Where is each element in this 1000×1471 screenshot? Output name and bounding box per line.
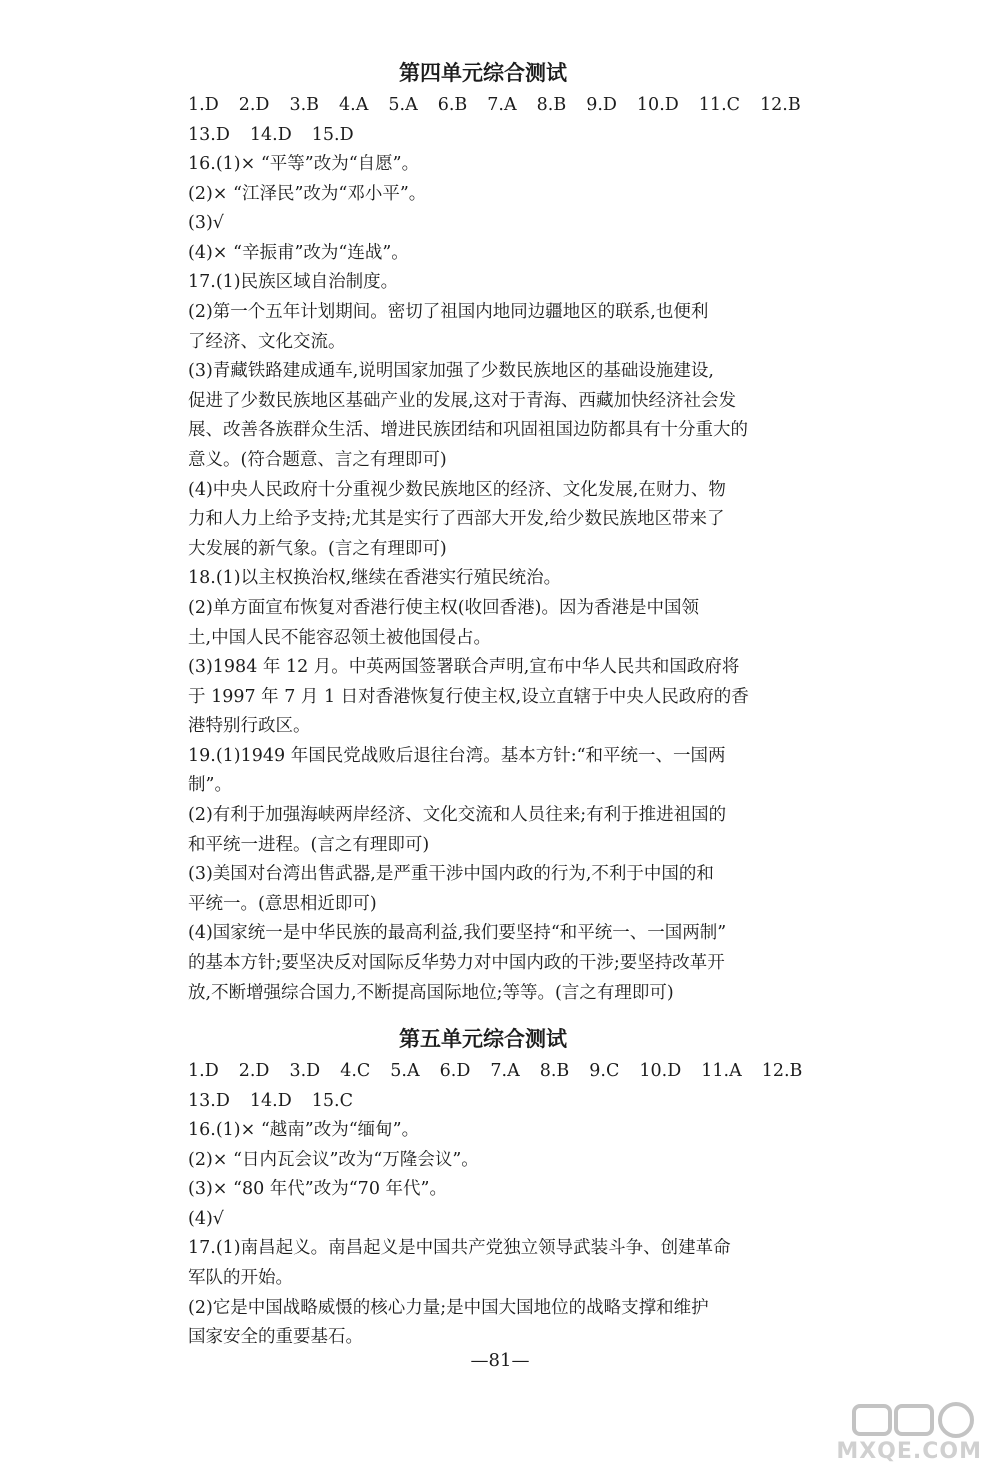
answer-line: 制”。	[188, 775, 232, 796]
answer-line: 平统一。(意思相近即可)	[188, 893, 377, 914]
answer-line: (2)× “日内瓦会议”改为“万隆会议”。	[188, 1149, 479, 1170]
answer-line: 展、改善各族群众生活、增进民族团结和巩固祖国边防都具有十分重大的	[188, 420, 748, 441]
mc-answer: 9.D	[586, 95, 617, 115]
unit5-mc-row1	[188, 1056, 803, 1086]
answer-line: 18.(1)以主权换治权,继续在香港实行殖民统治。	[188, 568, 562, 589]
unit5-section	[188, 1022, 803, 1353]
answer-line: 港特别行政区。	[188, 716, 311, 737]
answer-line: 放,不断增强综合国力,不断提高国际地位;等等。(言之有理即可)	[188, 982, 674, 1003]
unit4-mc-row1	[188, 90, 801, 120]
mc-answer: 10.D	[639, 1061, 682, 1081]
watermark-icon	[850, 1400, 980, 1440]
answer-line: (4)× “辛振甫”改为“连战”。	[188, 242, 409, 263]
mc-answer: 13.D	[188, 125, 230, 145]
answer-line: 力和人力上给予支持;尤其是实行了西部大开发,给少数民族地区带来了	[188, 509, 725, 530]
mc-answer: 12.B	[760, 95, 801, 115]
answer-line: 16.(1)× “越南”改为“缅甸”。	[188, 1120, 420, 1140]
mc-answer: 3.B	[289, 95, 320, 115]
answer-line: 和平统一进程。(言之有理即可)	[188, 834, 430, 855]
unit5-answers	[188, 1116, 778, 1353]
unit4-answers	[188, 150, 778, 1008]
mc-answer: 11.A	[701, 1061, 742, 1081]
mc-answer: 2.D	[238, 95, 270, 115]
answer-line: 意义。(符合题意、言之有理即可)	[188, 449, 447, 470]
mc-answer: 5.A	[388, 95, 418, 115]
answer-line: (3)青藏铁路建成通车,说明国家加强了少数民族地区的基础设施建设,	[188, 361, 714, 382]
unit4-mc-row2	[188, 120, 778, 150]
answer-line: (3)× “80 年代”改为“70 年代”。	[188, 1179, 447, 1200]
answer-line: 17.(1)南昌起义。南昌起义是中国共产党独立领导武装斗争、创建革命	[188, 1238, 731, 1259]
answer-line: (2)第一个五年计划期间。密切了祖国内地同边疆地区的联系,也便利	[188, 301, 709, 322]
mc-answer: 8.B	[536, 95, 567, 115]
answer-line: (2)× “江泽民”改为“邓小平”。	[188, 183, 427, 204]
answer-line: (3)美国对台湾出售武器,是严重干涉中国内政的行为,不利于中国的和	[188, 864, 714, 885]
mc-answer: 6.B	[437, 95, 468, 115]
watermark-logo	[838, 1398, 990, 1470]
answer-line: 16.(1)× “平等”改为“自愿”。	[188, 154, 420, 174]
mc-answer: 14.D	[249, 125, 292, 145]
answer-line: 土,中国人民不能容忍领土被他国侵占。	[188, 627, 492, 648]
mc-answer: 9.C	[589, 1061, 620, 1081]
answer-line: 于 1997 年 7 月 1 日对香港恢复行使主权,设立直辖于中央人民政府的香	[188, 686, 749, 707]
mc-answer: 7.A	[490, 1061, 520, 1081]
answer-line: 促进了少数民族地区基础产业的发展,这对于青海、西藏加快经济社会发	[188, 390, 737, 411]
answer-line: (3)1984 年 12 月。中英两国签署联合声明,宣布中华人民共和国政府将	[188, 657, 740, 678]
mc-answer: 4.A	[339, 95, 369, 115]
answer-line: (4)√	[188, 1208, 224, 1229]
answer-line: 大发展的新气象。(言之有理即可)	[188, 538, 447, 559]
mc-answer: 8.B	[539, 1061, 570, 1081]
mc-answer: 15.C	[311, 1091, 353, 1111]
answer-line: (2)有利于加强海峡两岸经济、文化交流和人员往来;有利于推进祖国的	[188, 805, 727, 826]
unit4-title: 第四单元综合测试	[399, 61, 567, 85]
unit5-title: 第五单元综合测试	[399, 1027, 567, 1051]
answer-line: 的基本方针;要坚决反对国际反华势力对中国内政的干涉;要坚持改革开	[188, 953, 725, 974]
answer-line: 19.(1)1949 年国民党战败后退往台湾。基本方针:“和平统一、一国两	[188, 745, 726, 766]
mc-answer: 4.C	[340, 1061, 371, 1081]
answer-line: (4)中央人民政府十分重视少数民族地区的经济、文化发展,在财力、物	[188, 479, 726, 500]
mc-answer: 7.A	[487, 95, 517, 115]
mc-answer: 12.B	[761, 1061, 803, 1081]
answer-line: (2)它是中国战略威慑的核心力量;是中国大国地位的战略支撑和维护	[188, 1297, 709, 1318]
answer-line: 17.(1)民族区域自治制度。	[188, 272, 399, 293]
mc-answer: 13.D	[188, 1091, 230, 1111]
unit4-section	[188, 56, 801, 1008]
answer-line: (4)国家统一是中华民族的最高利益,我们要坚持“和平统一、一国两制”	[188, 923, 727, 944]
mc-answer: 3.D	[289, 1061, 321, 1081]
mc-answer: 1.D	[188, 1061, 219, 1081]
answer-line: (3)√	[188, 213, 224, 234]
answer-line: 了经济、文化交流。	[188, 331, 346, 352]
answer-line: 军队的开始。	[188, 1267, 293, 1288]
mc-answer: 15.D	[311, 125, 354, 145]
unit5-mc-row2	[188, 1086, 778, 1116]
watermark-text: MXQE.COM	[836, 1439, 982, 1464]
mc-answer: 2.D	[238, 1061, 270, 1081]
answer-line: (2)单方面宣布恢复对香港行使主权(收回香港)。因为香港是中国领	[188, 597, 699, 618]
mc-answer: 5.A	[390, 1061, 420, 1081]
mc-answer: 10.D	[636, 95, 679, 115]
mc-answer: 14.D	[249, 1091, 292, 1111]
mc-answer: 6.D	[439, 1061, 471, 1081]
mc-answer: 11.C	[698, 95, 741, 115]
mc-answer: 1.D	[188, 95, 219, 115]
answer-line: 国家安全的重要基石。	[188, 1327, 363, 1348]
page-number: —81—	[470, 1350, 530, 1371]
